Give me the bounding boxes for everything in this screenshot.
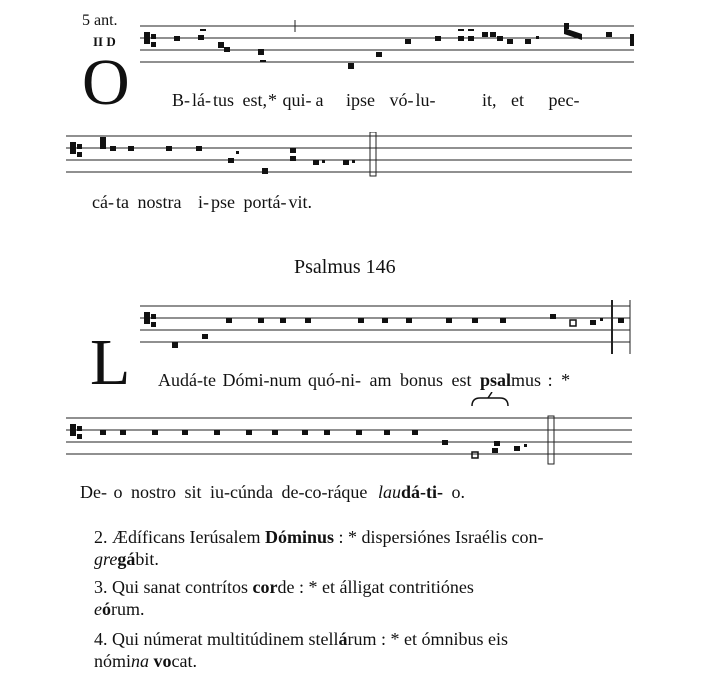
psalm-staff-1 [140, 300, 636, 360]
syllable: tus [212, 90, 234, 110]
text-run: rum. [111, 599, 145, 619]
text-run: cor [252, 577, 278, 597]
verse-text [112, 629, 508, 649]
psalm-lyric-line-1 [158, 370, 570, 391]
text-run: Dóminus [264, 527, 334, 547]
syllable: vit. [288, 192, 312, 212]
text-run: : * dispersiónes Israélis con- [333, 527, 544, 547]
syllable: nostro [130, 482, 176, 502]
text-run: á [338, 629, 348, 649]
syllable: lá- [192, 90, 211, 110]
syllable-accented: ti- [425, 482, 443, 502]
syllable: B- [172, 90, 190, 110]
text-run: bit. [135, 549, 159, 569]
syllable: est, [242, 90, 267, 110]
text-run: gre [94, 549, 118, 569]
syllable: lu- [415, 90, 436, 110]
syllable: num [269, 370, 302, 390]
psalm-title: Psalmus 146 [294, 256, 396, 278]
syllable: o. [451, 482, 465, 502]
accent-bracket [470, 392, 510, 408]
antiphon-mode-code: II D [93, 34, 116, 49]
syllable: pse [210, 192, 235, 212]
antiphon-mode-label: 5 ant. [82, 12, 118, 29]
verse-3 [94, 576, 474, 620]
syllable: o [113, 482, 123, 502]
syllable: ráque [327, 482, 368, 502]
syllable: ta [115, 192, 129, 212]
syllable: quó- [308, 370, 341, 390]
verse-4 [94, 628, 508, 672]
syllable: * [561, 370, 571, 390]
verse-line [94, 576, 474, 598]
verse-number: 3. [94, 577, 108, 597]
syllable: De- [80, 482, 107, 502]
verse-text [112, 577, 474, 597]
syllable: mus [511, 370, 542, 390]
syllable: ni- [341, 370, 361, 390]
text-run: vo [153, 651, 172, 671]
syllable-accented: psal [480, 370, 512, 390]
text-run: cat. [171, 651, 197, 671]
syllable: Audá- [158, 370, 203, 390]
text-run: na [131, 651, 150, 671]
verse-line [94, 526, 543, 548]
antiphon-staff-2 [66, 132, 636, 182]
syllable: nostra [137, 192, 182, 212]
psalm-lyric-line-2 [80, 482, 465, 503]
syllable: : [547, 370, 553, 390]
verse-number: 4. [94, 629, 108, 649]
text-run: ó [102, 599, 111, 619]
syllable: a [315, 90, 324, 110]
antiphon-staff-1 [140, 20, 640, 80]
syllable: * [268, 90, 277, 110]
text-run: Ædíficans Ierúsalem [112, 527, 265, 547]
syllable: et [511, 90, 525, 110]
text-run: Qui númerat multitúdinem stell [112, 629, 339, 649]
antiphon-lyric-line-2 [92, 192, 312, 213]
syllable: pec- [548, 90, 580, 110]
psalm-staff-2 [66, 412, 636, 468]
syllable: it, [482, 90, 497, 110]
verse-line [94, 548, 543, 570]
syllable: ipse [346, 90, 375, 110]
syllable: est [451, 370, 472, 390]
antiphon-lyric-line-1 [172, 90, 580, 111]
syllable: co- [304, 482, 328, 502]
verse-line [94, 650, 508, 672]
syllable: bonus [400, 370, 444, 390]
syllable-accented: dá- [400, 482, 426, 502]
text-run: de : * et álligat contritiónes [277, 577, 474, 597]
syllable: am [369, 370, 392, 390]
syllable: cúnda [230, 482, 273, 502]
syllable: iu- [210, 482, 230, 502]
syllable-italic: lau [377, 482, 401, 502]
syllable: portá- [243, 192, 287, 212]
syllable: i- [197, 192, 209, 212]
text-run: Qui sanat contrítos [112, 577, 253, 597]
verse-2 [94, 526, 543, 570]
text-run: gá [117, 549, 136, 569]
syllable: de- [281, 482, 305, 502]
syllable: cá- [92, 192, 114, 212]
text-run: rum : * et ómnibus eis [347, 629, 508, 649]
syllable: sit [184, 482, 202, 502]
text-run: nómi [94, 651, 132, 671]
text-run: e [94, 599, 102, 619]
syllable: vó- [389, 90, 414, 110]
verse-line [94, 598, 474, 620]
antiphon-initial: O [82, 46, 130, 119]
verse-line [94, 628, 508, 650]
verse-number: 2. [94, 527, 108, 547]
syllable: Dómi- [222, 370, 270, 390]
psalm-initial: L [90, 326, 131, 399]
verse-text [112, 527, 543, 547]
syllable: te [202, 370, 216, 390]
syllable: qui- [282, 90, 312, 110]
